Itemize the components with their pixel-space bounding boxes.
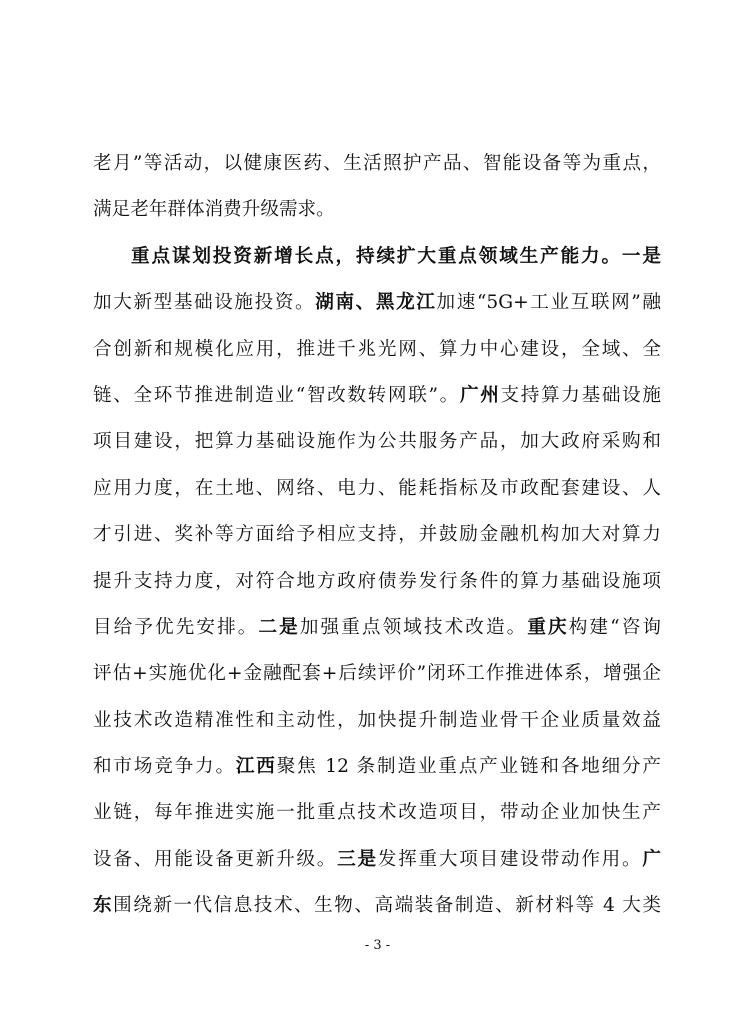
text-span: 聚焦 12 条制造业重点产业链和各地细分产 bbox=[276, 756, 661, 778]
text-line bbox=[93, 141, 661, 187]
text-span: 加强重点领域技术改造。 bbox=[299, 616, 528, 638]
bold-heading: 重点谋划投资新增长点，持续扩大重点领域生产能力。一是 bbox=[131, 245, 661, 267]
bold-region: 二是 bbox=[258, 616, 300, 638]
bold-region: 广 bbox=[642, 848, 661, 870]
text-line bbox=[93, 837, 661, 883]
text-span: 项目建设，把算力基础设施作为公共服务产品，加大政府采购和 bbox=[93, 431, 661, 453]
text-line bbox=[93, 605, 661, 651]
text-span: 应用力度，在土地、网络、电力、能耗指标及市政配套建设、人 bbox=[93, 477, 661, 499]
text-span: 业技术改造精准性和主动性，加快提升制造业骨干企业质量效益 bbox=[93, 709, 661, 731]
text-line bbox=[93, 466, 661, 512]
text-span: 和市场竞争力。 bbox=[93, 756, 236, 778]
text-line bbox=[93, 373, 661, 419]
text-line bbox=[93, 698, 661, 744]
text-span: 目给予优先安排。 bbox=[93, 616, 259, 638]
bold-region: 江西 bbox=[235, 756, 277, 778]
text-line bbox=[93, 280, 661, 326]
text-span: 才引进、奖补等方面给予相应支持，并鼓励金融机构加大对算力 bbox=[93, 524, 661, 546]
text-span: 发挥重大项目建设带动作用。 bbox=[377, 848, 643, 870]
text-span: 链、全环节推进制造业“智改数转网联”。 bbox=[93, 384, 460, 406]
bold-region: 东 bbox=[93, 895, 114, 917]
text-span: 满足老年群体消费升级需求。 bbox=[93, 199, 335, 221]
text-span: 老月”等活动，以健康医药、生活照护产品、智能设备等为重点， bbox=[93, 153, 661, 174]
text-span: 加速“5G+工业互联网”融 bbox=[436, 292, 661, 314]
text-line bbox=[93, 187, 661, 233]
paragraph-heading-line bbox=[93, 234, 661, 280]
text-span: 提升支持力度，对符合地方政府债券发行条件的算力基础设施项 bbox=[93, 570, 661, 592]
text-line bbox=[93, 790, 661, 836]
bold-region: 重庆 bbox=[527, 616, 569, 638]
document-body bbox=[93, 141, 661, 930]
text-line bbox=[93, 744, 661, 790]
text-span: 构建“咨询 bbox=[568, 616, 661, 638]
text-span: 设备、用能设备更新升级。 bbox=[93, 848, 338, 870]
page-number: - 3 - bbox=[364, 938, 391, 953]
text-span: 合创新和规模化应用，推进千兆光网、算力中心建设，全域、全 bbox=[93, 338, 661, 360]
text-line bbox=[93, 419, 661, 465]
text-span: 支持算力基础设施 bbox=[500, 384, 661, 406]
text-line bbox=[93, 883, 661, 929]
bold-region: 三是 bbox=[337, 848, 378, 870]
text-span: 业链，每年推进实施一批重点技术改造项目，带动企业加快生产 bbox=[93, 802, 661, 824]
text-line bbox=[93, 559, 661, 605]
bold-region: 湖南、黑龙江 bbox=[315, 292, 437, 314]
bold-region: 广州 bbox=[459, 384, 501, 406]
text-line bbox=[93, 327, 661, 373]
text-span: 评估+实施优化+金融配套+后续评价”闭环工作推进体系，增强企 bbox=[93, 663, 661, 685]
text-span: 加大新型基础设施投资。 bbox=[93, 292, 316, 314]
text-line bbox=[93, 651, 661, 697]
text-line bbox=[93, 512, 661, 558]
text-span: 围绕新一代信息技术、生物、高端装备制造、新材料等 4 大类 bbox=[113, 895, 661, 917]
